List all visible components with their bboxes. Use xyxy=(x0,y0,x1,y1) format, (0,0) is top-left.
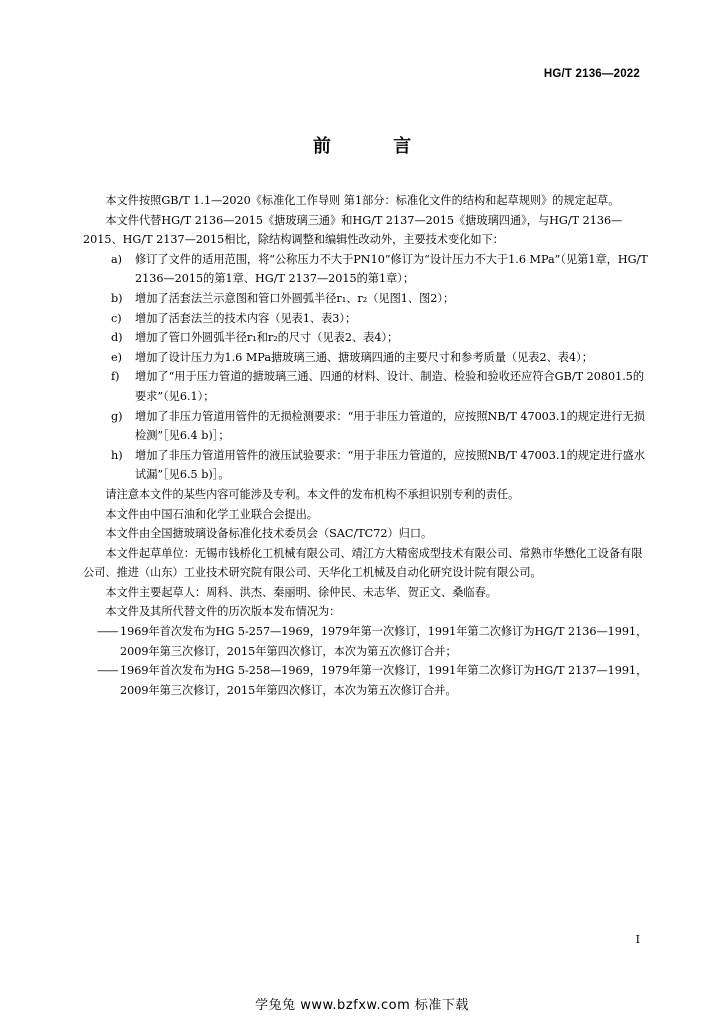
paragraph-drafters: 本文件主要起草人：周科、洪杰、秦丽明、徐仲民、未志华、贺正文、桑临春。 xyxy=(105,585,497,599)
change-text: 增加了非压力管道用管件的液压试验要求：“用于非压力管道的，应按照NB/T 47003.1的规定进行盛水试漏”［见6.5 b)］。 xyxy=(135,448,645,482)
change-label: c) xyxy=(111,311,122,325)
change-label: h) xyxy=(111,448,123,462)
history-item xyxy=(83,622,651,661)
change-item-f xyxy=(83,367,651,406)
change-text: 修订了文件的适用范围，将“公称压力不大于PN10”修订为“设计压力不大于1.6 MPa”（见第1章，HG/T 2136—2015的第1章、HG/T 2137—2015的第1章）； xyxy=(135,252,648,286)
history-dash: —— xyxy=(97,625,118,639)
change-item-b xyxy=(83,289,651,309)
change-text: 增加了“用于压力管道的搪玻璃三通、四通的材料、设计、制造、检验和验收还应符合GB/T 20801.5的要求”（见6.1）； xyxy=(135,370,645,403)
footer-watermark: 学兔兔 www.bzfxw.com 标准下载 xyxy=(255,998,469,1013)
change-label: b) xyxy=(111,291,123,305)
standard-code: HG/T 2136—2022 xyxy=(543,68,640,80)
history-list xyxy=(83,622,651,700)
change-list xyxy=(83,250,651,485)
change-text: 增加了活套法兰的技术内容（见表1、表3）； xyxy=(135,311,357,325)
change-text: 增加了非压力管道用管件的无损检测要求：“用于非压力管道的，应按照NB/T 47003.1的规定进行无损检测”［见6.4 b)］； xyxy=(135,409,645,443)
change-item-g xyxy=(83,407,651,446)
history-text: 1969年首次发布为HG 5-258—1969，1979年第一次修订，1991年第二次修订为HG/T 2137—1991，2009年第三次修订，2015年第四次修订，本次为第五次修订合并。 xyxy=(120,664,648,697)
change-text: 增加了管口外圆弧半径r₁和r₂的尺寸（见表2、表4）； xyxy=(135,331,399,345)
change-label: e) xyxy=(111,350,122,364)
page-title: 前 言 xyxy=(312,136,440,157)
paragraph-history-intro: 本文件及其所代替文件的历次版本发布情况为： xyxy=(105,605,341,619)
page-number: I xyxy=(635,933,640,946)
paragraph-replacement: 本文件代替HG/T 2136—2015《搪玻璃三通》和HG/T 2137—2015《搪玻璃四通》，与HG/T 2136—2015、HG/T 2137—2015相比，除结构调整和编辑性改动外，主要技术变化如下： xyxy=(83,213,623,247)
change-label: a) xyxy=(111,252,123,266)
change-text: 增加了活套法兰示意图和管口外圆弧半径r₁、r₂（见图1、图2）； xyxy=(135,291,455,305)
paragraph-drafting-rules: 本文件按照GB/T 1.1—2020《标准化工作导则 第1部分：标准化文件的结构和起草规则》的规定起草。 xyxy=(105,194,620,207)
history-text: 1969年首次发布为HG 5-257—1969，1979年第一次修订，1991年第二次修订为HG/T 2136—1991，2009年第三次修订，2015年第四次修订，本次为第五次修订合并； xyxy=(120,625,648,658)
change-text: 增加了设计压力为1.6 MPa搪玻璃三通、搪玻璃四通的主要尺寸和参考质量（见表2、表4）； xyxy=(135,350,593,364)
document-body xyxy=(83,191,651,700)
change-label: f) xyxy=(111,370,120,384)
change-item-h xyxy=(83,446,651,485)
paragraph-administered-by: 本文件由全国搪玻璃设备标准化技术委员会（SAC/TC72）归口。 xyxy=(105,527,433,541)
paragraph-drafting-units: 本文件起草单位：无锡市钱桥化工机械有限公司、靖江方大精密成型技术有限公司、常熟市华懋化工设备有限公司、推进（山东）工业技术研究院有限公司、天华化工机械及自动化研究设计院有限公司。 xyxy=(83,546,643,580)
paragraph-proposed-by: 本文件由中国石油和化学工业联合会提出。 xyxy=(105,507,318,521)
paragraph-patent-notice: 请注意本文件的某些内容可能涉及专利。本文件的发布机构不承担识别专利的责任。 xyxy=(105,487,520,501)
change-item-e xyxy=(83,348,651,368)
change-label: d) xyxy=(111,331,123,345)
history-dash: —— xyxy=(97,664,118,678)
change-item-a xyxy=(83,250,651,289)
history-item xyxy=(83,661,651,700)
change-item-d xyxy=(83,328,651,348)
change-item-c xyxy=(83,309,651,329)
change-label: g) xyxy=(111,409,123,423)
